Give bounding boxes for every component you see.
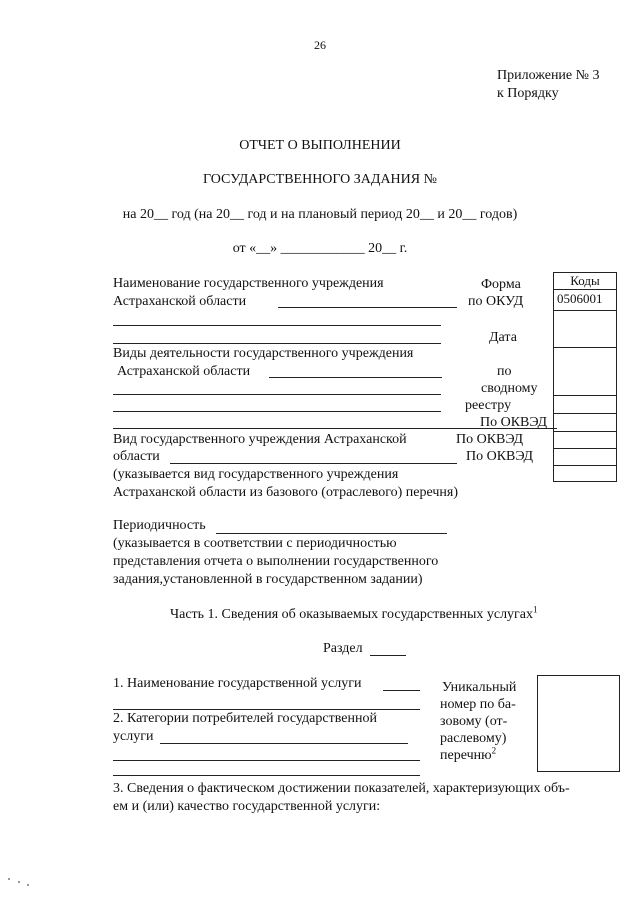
- okved-label-1: По ОКВЭД: [480, 415, 548, 430]
- unique-number-label-2: номер по ба-: [440, 697, 516, 712]
- institution-name-line-2: [113, 325, 441, 326]
- periodicity-note-1: (указывается в соответствии с периодичностью: [113, 536, 397, 551]
- report-period: на 20__ год (на 20__ год и на плановый период 20__ и 20__ годов): [122, 207, 518, 222]
- institution-type-line: [170, 463, 457, 464]
- registry-label-1: по: [497, 364, 512, 379]
- activity-region-label: Астраханской области: [117, 364, 251, 379]
- okud-label: по ОКУД: [468, 294, 524, 309]
- date-code-cell: [553, 311, 617, 348]
- registry-label-2: сводному: [481, 381, 538, 396]
- okved-code-cell-3: [553, 432, 617, 449]
- periodicity-label: Периодичность: [113, 518, 206, 533]
- indicators-label-2: ем и (или) качество государственной услуги:: [113, 799, 381, 814]
- institution-type-note-1: (указывается вид государственного учреждения: [113, 467, 399, 482]
- consumer-categories-label-2: услуги: [113, 729, 154, 744]
- part1-title: Часть 1. Сведения об оказываемых государственных услугах$^1$: [170, 604, 538, 622]
- okved-code-cell-4: [553, 449, 617, 466]
- activity-line-1: [269, 377, 442, 378]
- institution-name-line: [278, 307, 457, 308]
- registry-label-3: реестру: [465, 398, 512, 413]
- institution-type-region: области: [113, 449, 160, 464]
- okved-code-cell-2: [553, 414, 617, 432]
- okved-code-cell-5: [553, 466, 617, 482]
- consumer-categories-label: 2. Категории потребителей государственной: [113, 711, 377, 726]
- report-subtitle: ГОСУДАРСТВЕННОГО ЗАДАНИЯ №: [203, 172, 437, 187]
- unique-number-label-4: раслевому): [440, 731, 507, 746]
- consumer-categories-line-1: [160, 743, 408, 744]
- unique-number-label-5: перечню$^2$: [440, 745, 497, 763]
- service-name-label: 1. Наименование государственной услуги: [113, 676, 362, 691]
- institution-name-label: Наименование государственного учреждения: [113, 276, 384, 291]
- institution-region-label: Астраханской области: [113, 294, 247, 309]
- institution-name-line-3: [113, 343, 441, 344]
- part1-footnote-mark: 1: [533, 604, 538, 615]
- appendix-line-1: Приложение № 3: [497, 68, 600, 83]
- section-number-line: [370, 655, 406, 656]
- service-name-line-2: [113, 709, 420, 710]
- periodicity-note-2: представления отчета о выполнении государственного: [113, 554, 439, 569]
- activity-line-2: [113, 394, 441, 395]
- report-title: ОТЧЕТ О ВЫПОЛНЕНИИ: [239, 138, 401, 153]
- indicators-label-1: 3. Сведения о фактическом достижении показателей, характеризующих объ-: [113, 781, 570, 796]
- appendix-line-2: к Порядку: [497, 86, 559, 101]
- institution-type-note-2: Астраханской области из базового (отраслевого) перечня): [113, 485, 458, 500]
- activity-label: Виды деятельности государственного учреждения: [113, 346, 414, 361]
- section-label: Раздел: [323, 641, 363, 656]
- okved-code-cell-1: [553, 396, 617, 414]
- scan-speck-3: [27, 884, 29, 886]
- codes-header: Коды: [553, 272, 617, 290]
- service-name-line-1: [383, 690, 420, 691]
- okved-label-3: По ОКВЭД: [466, 449, 534, 464]
- unique-number-footnote-mark: 2: [491, 745, 497, 756]
- consumer-categories-line-2: [113, 760, 420, 761]
- scan-speck-2: [18, 881, 20, 883]
- periodicity-line: [216, 533, 447, 534]
- registry-code-cell: [553, 348, 617, 396]
- institution-type-label: Вид государственного учреждения Астраханской: [113, 432, 407, 447]
- periodicity-note-3: задания,установленной в государственном задании): [113, 572, 423, 587]
- consumer-categories-line-3: [113, 775, 420, 776]
- unique-number-box: [537, 675, 620, 772]
- date-label: Дата: [489, 330, 517, 345]
- activity-line-3: [113, 411, 441, 412]
- page-number: 26: [314, 38, 326, 52]
- okved-label-2: По ОКВЭД: [456, 432, 524, 447]
- unique-number-label-3: зовому (от-: [440, 714, 508, 729]
- scan-speck-1: [8, 878, 10, 880]
- report-date: от «__» ____________ 20__ г.: [232, 241, 408, 256]
- unique-number-label-1: Уникальный: [442, 680, 517, 695]
- okud-code: 0506001: [553, 289, 617, 311]
- form-label: Форма: [481, 277, 521, 292]
